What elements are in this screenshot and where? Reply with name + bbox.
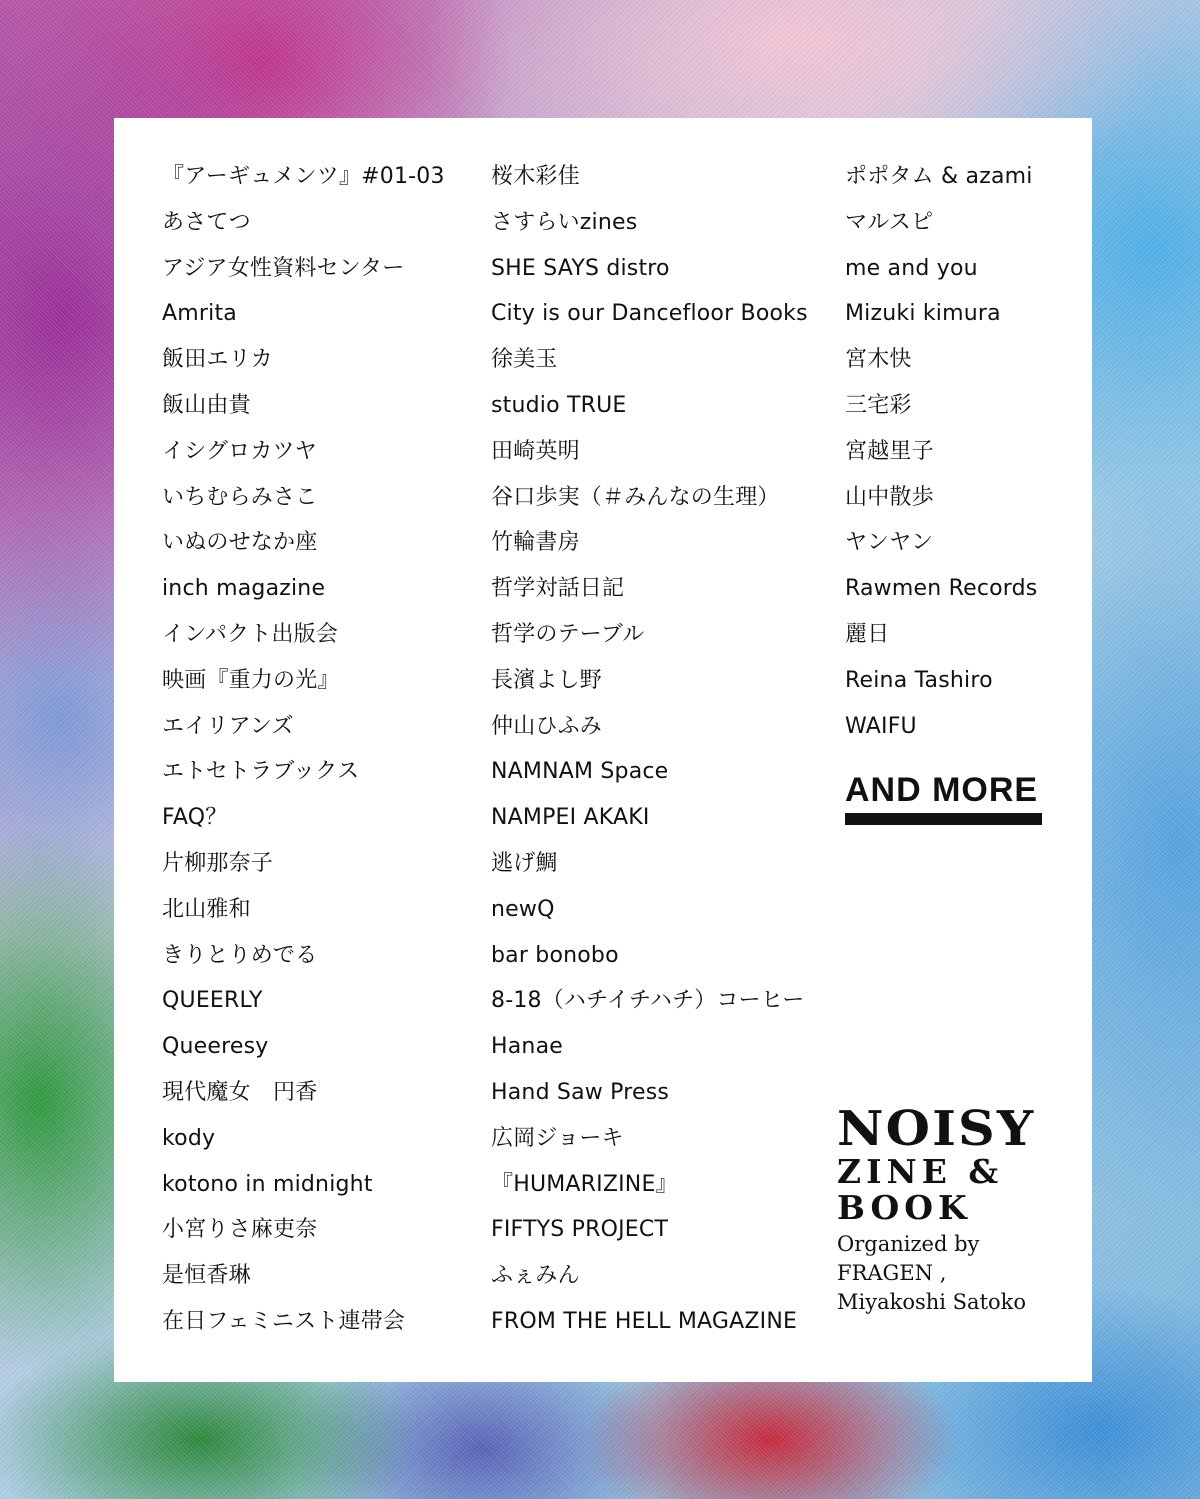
exhibitor-name: 『HUMARIZINE』 <box>491 1171 678 1197</box>
exhibitor-name: 宮木快 <box>845 347 912 373</box>
exhibitor-name: 『アーギュメンツ』#01-03 <box>162 164 445 189</box>
exhibitor-name: 逃げ鯛 <box>491 850 558 876</box>
exhibitor-name: 宮越里子 <box>845 438 934 464</box>
exhibitor-name: いちむらみさこ <box>162 484 318 510</box>
exhibitor-name: エイリアンズ <box>162 713 294 739</box>
exhibitor-name: あさてつ <box>162 209 251 235</box>
exhibitor-name: NAMNAM Space <box>491 759 669 785</box>
exhibitor-name: studio TRUE <box>491 392 627 418</box>
organizer-credit <box>837 1230 1077 1317</box>
exhibitor-name: 谷口歩実（＃みんなの生理） <box>491 484 780 510</box>
exhibitor-name: 映画『重力の光』 <box>162 667 340 693</box>
exhibitor-name: me and you <box>845 255 978 281</box>
exhibitor-name: 三宅彩 <box>845 392 912 418</box>
exhibitor-name: Mizuki kimura <box>845 301 1001 327</box>
exhibitor-name: 8-18（ハチイチハチ）コーヒー <box>491 988 805 1014</box>
event-logo <box>837 1101 1077 1317</box>
logo-book-line: BOOK <box>837 1188 972 1227</box>
exhibitor-name: NAMPEI AKAKI <box>491 805 650 831</box>
exhibitor-column-1 <box>162 162 445 1353</box>
exhibitor-name: QUEERLY <box>162 988 263 1014</box>
exhibitor-name: 現代魔女 円香 <box>162 1079 318 1105</box>
exhibitor-name: Hand Saw Press <box>491 1079 670 1105</box>
exhibitor-name: 田崎英明 <box>491 438 580 464</box>
exhibitor-name: FIFTYS PROJECT <box>491 1217 669 1243</box>
exhibitor-name: FAQ？ <box>162 805 228 831</box>
exhibitor-name: マルスピ <box>845 209 934 235</box>
exhibitor-name: 片柳那奈子 <box>162 850 274 876</box>
logo-zine-line: ZINE & <box>837 1152 1004 1191</box>
exhibitor-name: 小宮りさ麻吏奈 <box>162 1217 318 1243</box>
exhibitor-name: Hanae <box>491 1034 563 1060</box>
exhibitor-name: 飯山由貴 <box>162 392 251 418</box>
and-more-heading: AND MORE <box>845 771 1039 809</box>
exhibitor-name: 仲山ひふみ <box>491 713 603 739</box>
exhibitor-name: WAIFU <box>845 713 917 739</box>
organizer-name-1: FRAGEN , <box>837 1261 947 1285</box>
exhibitor-name: Rawmen Records <box>845 576 1038 602</box>
exhibitor-name: City is our Dancefloor Books <box>491 301 808 327</box>
exhibitor-name: イシグロカツヤ <box>162 438 317 464</box>
exhibitor-name: 山中散歩 <box>845 484 934 510</box>
exhibitor-name: インパクト出版会 <box>162 621 339 647</box>
exhibitor-name: ふぇみん <box>491 1263 580 1289</box>
exhibitor-name: SHE SAYS distro <box>491 255 670 281</box>
exhibitor-name: kotono in midnight <box>162 1171 373 1197</box>
exhibitor-column-2 <box>491 162 808 1353</box>
exhibitor-name: 長濱よし野 <box>491 667 603 693</box>
exhibitor-name: きりとりめでる <box>162 942 318 968</box>
exhibitor-name: Queeresy <box>162 1034 269 1060</box>
exhibitor-name: ポポタム & azami <box>845 164 1033 189</box>
exhibitor-name: Amrita <box>162 301 237 327</box>
exhibitor-name: さすらいzines <box>491 209 638 235</box>
exhibitor-name: newQ <box>491 896 555 922</box>
exhibitor-name: 飯田エリカ <box>162 347 273 373</box>
exhibitor-name: エトセトラブックス <box>162 759 360 785</box>
exhibitor-name: 哲学対話日記 <box>491 576 625 602</box>
exhibitor-name: 是恒香琳 <box>162 1263 251 1289</box>
exhibitor-name: 麗日 <box>845 621 890 647</box>
exhibitor-name: 徐美玉 <box>491 347 558 373</box>
exhibitor-name: FROM THE HELL MAGAZINE <box>491 1308 798 1334</box>
exhibitor-card <box>114 118 1092 1382</box>
exhibitor-name: アジア女性資料センター <box>162 255 405 281</box>
exhibitor-name: ヤンヤン <box>845 530 934 556</box>
exhibitor-name: 北山雅和 <box>162 896 251 922</box>
organizer-name-2: Miyakoshi Satoko <box>837 1290 1027 1314</box>
exhibitor-name: 広岡ジョーキ <box>491 1125 624 1151</box>
exhibitor-name: 竹輪書房 <box>491 530 580 556</box>
exhibitor-name: inch magazine <box>162 576 326 602</box>
and-more-underline <box>845 813 1042 825</box>
exhibitor-name: Reina Tashiro <box>845 667 993 693</box>
exhibitor-column-3 <box>845 162 1037 757</box>
exhibitor-name: kody <box>162 1125 216 1151</box>
exhibitor-name: いぬのせなか座 <box>162 530 318 556</box>
exhibitor-name: 哲学のテーブル <box>491 621 645 647</box>
exhibitor-name: bar bonobo <box>491 942 619 968</box>
logo-title: NOISY <box>837 1101 1036 1157</box>
organizer-label: Organized by <box>837 1232 980 1256</box>
exhibitor-name: 在日フェミニスト連帯会 <box>162 1308 406 1334</box>
exhibitor-name: 桜木彩佳 <box>491 164 580 189</box>
